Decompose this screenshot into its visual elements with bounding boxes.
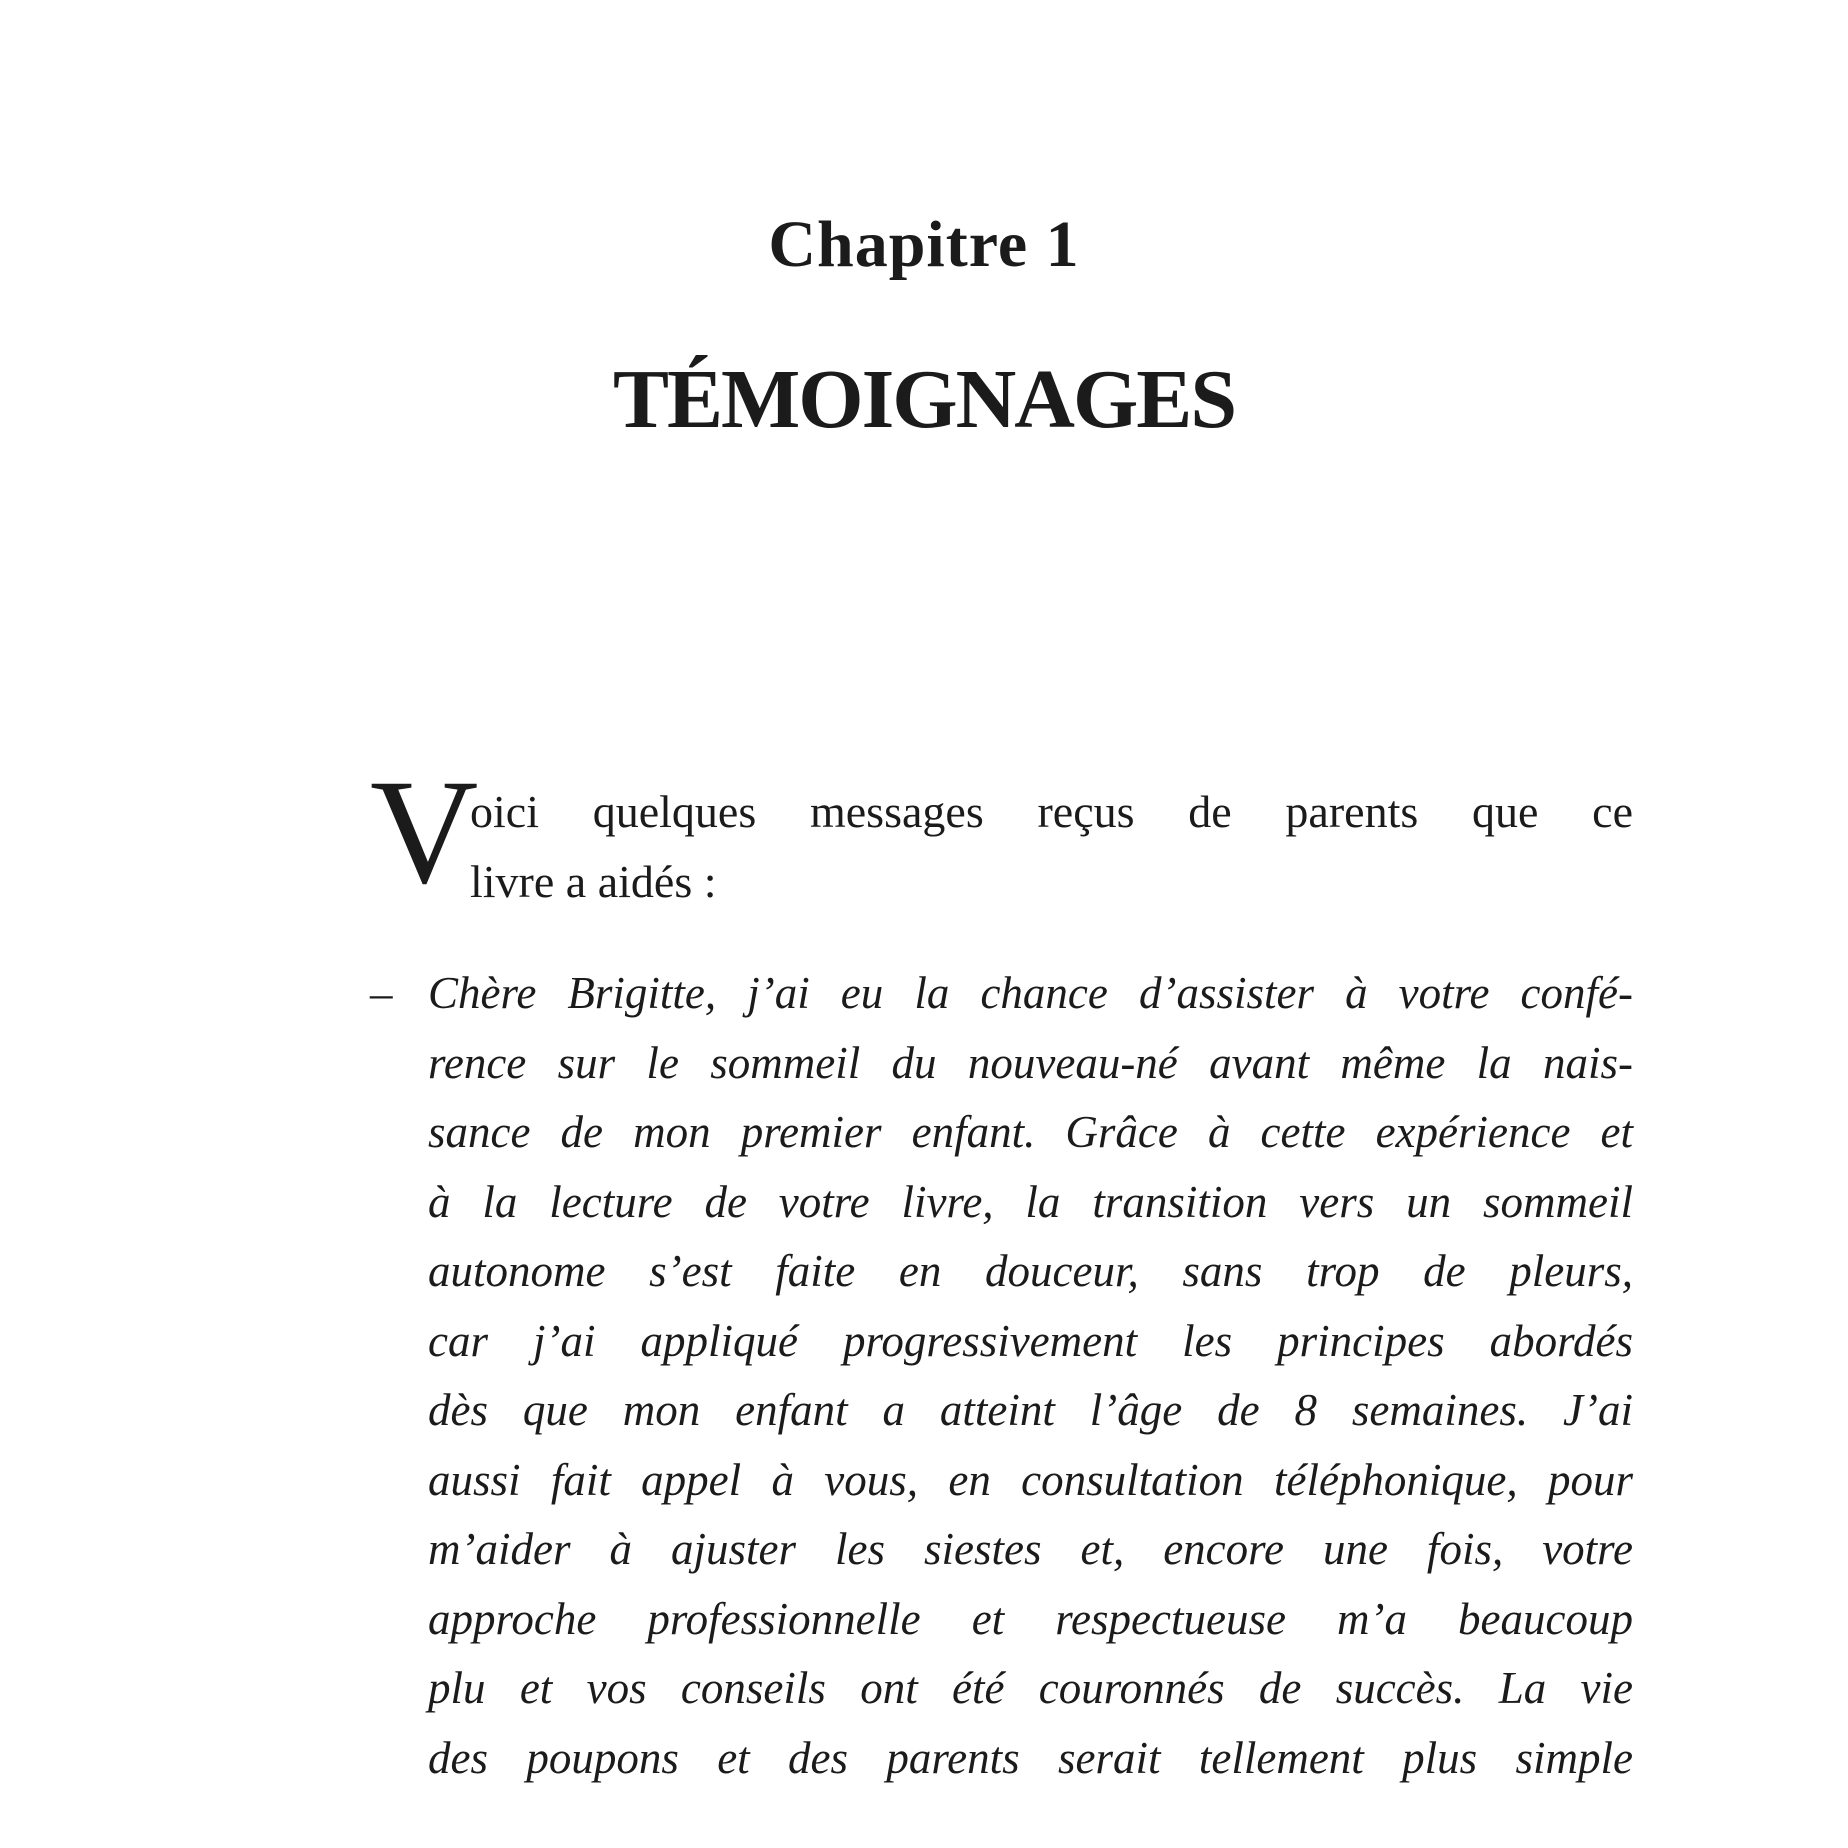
testimonial-item: [370, 959, 1633, 1793]
testimonial-line: dès que mon enfant a atteint l’âge de 8 semaines. J’ai: [428, 1385, 1633, 1435]
testimonial-line: approche professionnelle et respectueuse m’a beaucoup: [428, 1593, 1633, 1644]
testimonial-line: sance de mon premier enfant. Grâce à cette expérience et: [428, 1107, 1633, 1157]
list-dash: –: [370, 968, 393, 1018]
testimonial-line: Chère Brigitte, j’ai eu la chance d’assister à votre confé-: [428, 968, 1633, 1018]
intro-line-2: livre a aidés :: [470, 856, 717, 907]
intro-line-1: oici quelques messages reçus de parents que ce: [470, 786, 1633, 837]
testimonial-line: autonome s’est faite en douceur, sans trop de pleurs,: [428, 1246, 1633, 1296]
dropcap-letter: V: [370, 749, 479, 915]
testimonial-line: des poupons et des parents serait tellement plus simple: [428, 1732, 1633, 1783]
chapter-label: Chapitre 1: [768, 208, 1080, 281]
testimonial-line: plu et vos conseils ont été couronnés de succès. La vie: [428, 1663, 1633, 1713]
testimonial-line: rence sur le sommeil du nouveau-né avant même la nais-: [428, 1037, 1633, 1088]
testimonial-line: aussi fait appel à vous, en consultation téléphonique, pour: [428, 1454, 1633, 1505]
testimonial-line: car j’ai appliqué progressivement les principes abordés: [428, 1315, 1633, 1366]
intro-paragraph: [370, 749, 1633, 917]
testimonial-line: à la lecture de votre livre, la transition vers un sommeil: [428, 1176, 1633, 1227]
page-title: TÉMOIGNAGES: [612, 353, 1236, 446]
testimonial-line: m’aider à ajuster les siestes et, encore une fois, votre: [428, 1524, 1633, 1574]
